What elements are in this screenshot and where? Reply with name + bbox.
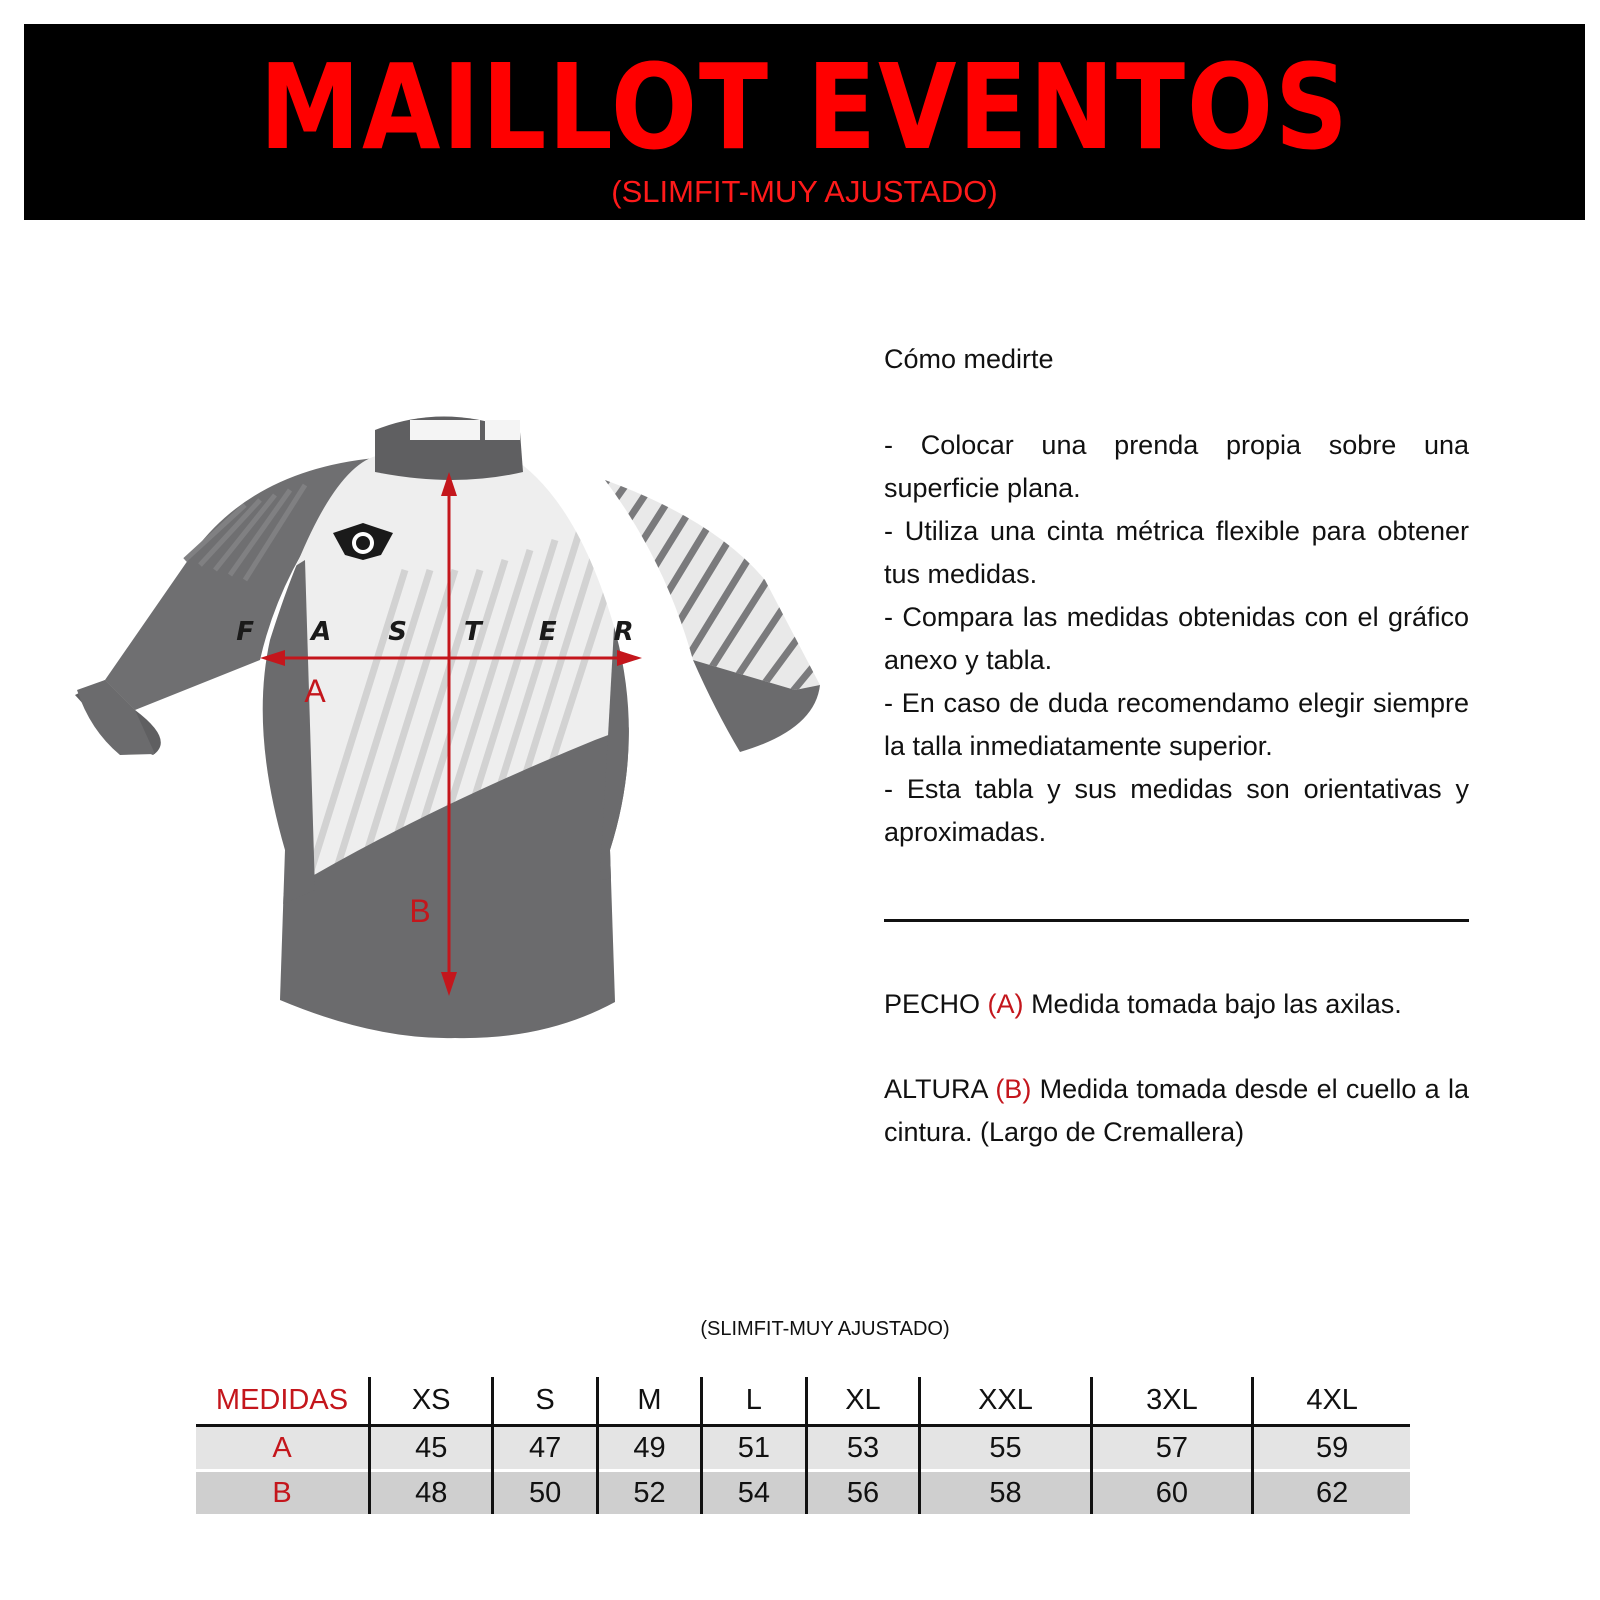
- size-header: XL: [806, 1377, 920, 1426]
- table-cell: 57: [1091, 1426, 1253, 1471]
- instruction-line: - Esta tabla y sus medidas son orientativas y aproximadas.: [884, 774, 1469, 847]
- table-cell: 55: [920, 1426, 1091, 1471]
- definition-text: Medida tomada desde el cuello a la cintura. (Largo de Cremallera): [884, 1074, 1469, 1147]
- table-cell: 56: [806, 1471, 920, 1515]
- table-cell: 53: [806, 1426, 920, 1471]
- size-header: XS: [370, 1377, 493, 1426]
- header-label: MEDIDAS: [215, 1384, 349, 1416]
- size-header: XXL: [920, 1377, 1091, 1426]
- table-header-row: [196, 1377, 1410, 1426]
- definition-term: ALTURA: [884, 1074, 988, 1104]
- table-cell: 54: [702, 1471, 806, 1515]
- size-table: [196, 1377, 1410, 1514]
- table-cell: 58: [920, 1471, 1091, 1515]
- size-header: 3XL: [1091, 1377, 1253, 1426]
- jersey-illustration: [75, 410, 840, 1070]
- definition-altura: [884, 1068, 1469, 1154]
- page-title: MAILLOT EVENTOS: [259, 38, 1350, 176]
- title-banner: [24, 24, 1585, 220]
- table-cell: 45: [370, 1426, 493, 1471]
- size-header: L: [702, 1377, 806, 1426]
- table-cell: 51: [702, 1426, 806, 1471]
- instructions-title: Cómo medirte: [884, 344, 1054, 374]
- table-cell: 60: [1091, 1471, 1253, 1515]
- table-cell: 48: [370, 1471, 493, 1515]
- definition-term: PECHO: [884, 989, 981, 1019]
- table-cell: 49: [597, 1426, 701, 1471]
- instruction-line: - Colocar una prenda propia sobre una superficie plana.: [884, 430, 1469, 503]
- jersey-brand-text: F A S T E R: [236, 617, 658, 647]
- table-cell: 47: [493, 1426, 597, 1471]
- label-b: B: [409, 893, 431, 929]
- page-subtitle: (SLIMFIT-MUY AJUSTADO): [611, 174, 998, 209]
- size-header: M: [597, 1377, 701, 1426]
- row-label: B: [196, 1471, 370, 1515]
- divider: [884, 919, 1469, 922]
- definition-code: (A): [987, 989, 1024, 1019]
- size-header: 4XL: [1253, 1377, 1410, 1426]
- label-a: A: [304, 673, 326, 709]
- definition-code: (B): [995, 1074, 1032, 1104]
- instruction-line: - En caso de duda recomendamo elegir siempre la talla inmediatamente superior.: [884, 688, 1469, 761]
- row-label: A: [196, 1426, 370, 1471]
- table-row: [196, 1426, 1410, 1471]
- definition-text: Medida tomada bajo las axilas.: [1031, 989, 1402, 1019]
- instruction-line: - Utiliza una cinta métrica flexible para obtener tus medidas.: [884, 516, 1469, 589]
- table-caption: (SLIMFIT-MUY AJUSTADO): [700, 1318, 950, 1340]
- table-cell: 62: [1253, 1471, 1410, 1515]
- instructions: [884, 338, 1469, 854]
- size-header: S: [493, 1377, 597, 1426]
- table-cell: 52: [597, 1471, 701, 1515]
- table-cell: 50: [493, 1471, 597, 1515]
- table-row: [196, 1471, 1410, 1515]
- table-cell: 59: [1253, 1426, 1410, 1471]
- definition-pecho: [884, 983, 1469, 1026]
- instruction-line: - Compara las medidas obtenidas con el gráfico anexo y tabla.: [884, 602, 1469, 675]
